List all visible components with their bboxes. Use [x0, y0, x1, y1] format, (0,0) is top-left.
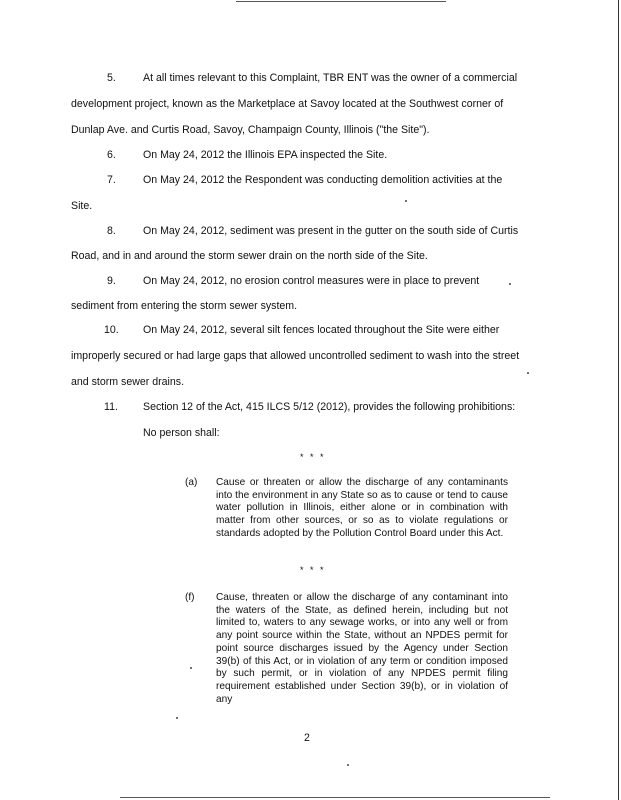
paragraph-line: On May 24, 2012, no erosion control measures were in place to prevent	[143, 275, 480, 287]
section-separator: * * *	[300, 452, 326, 462]
section-separator: * * *	[300, 565, 326, 575]
provision-text: Cause or threaten or allow the discharge of any contaminants into the environment in any State so as to cause or tend to cause water pollution in Illinois, either alone or in combination with matter from other sources, or so as to violate regulations or standards adopted by the Pollution Control Board under this Act.	[216, 477, 508, 539]
scan-speck	[347, 764, 349, 766]
paragraph-line: On May 24, 2012, sediment was present in the gutter on the south side of Curtis	[143, 225, 519, 237]
paragraph-line: On May 24, 2012 the Respondent was conducting demolition activities at the	[143, 174, 503, 186]
scan-speck	[527, 372, 529, 374]
quoted-provision	[185, 592, 508, 706]
scan-speck	[190, 667, 192, 669]
scan-speck	[405, 200, 407, 202]
paragraph-line: On May 24, 2012, several silt fences located throughout the Site were either	[143, 324, 500, 336]
paragraph-line: sediment from entering the storm sewer system.	[71, 300, 298, 312]
page-number: 2	[304, 732, 310, 744]
paragraph-line: Site.	[71, 200, 93, 212]
provision-text: Cause, threaten or allow the discharge of any contaminant into the waters of the State, as defined herein, including but not limited to, waters to any sewage works, or into any well or from any point source within the State, without an NPDES permit for point source discharges issued by the Agency under Section 39(b) of this Act, or in violation of any term or condition imposed by such permit, or in violation of any NPDES permit filing requirement established under Section 39(b), or in violation of any	[216, 592, 508, 705]
paragraph-number: 7.	[107, 174, 116, 186]
paragraph-line: No person shall:	[143, 427, 220, 439]
paragraph-number: 9.	[107, 275, 116, 287]
scan-edge-right	[618, 0, 619, 800]
paragraph-line: Dunlap Ave. and Curtis Road, Savoy, Champaign County, Illinois ("the Site").	[71, 124, 430, 136]
scan-edge-bottom	[120, 797, 550, 798]
paragraph-line: Road, and in and around the storm sewer drain on the north side of the Site.	[71, 250, 428, 262]
paragraph-number: 11.	[104, 401, 118, 413]
paragraph-line: On May 24, 2012 the Illinois EPA inspected the Site.	[143, 149, 388, 161]
paragraph-line: development project, known as the Marketplace at Savoy located at the Southwest corner of	[71, 98, 504, 110]
provision-label: (f)	[185, 592, 195, 603]
provision-label: (a)	[185, 477, 198, 488]
paragraph-line: improperly secured or had large gaps that allowed uncontrolled sediment to wash into the street	[71, 350, 520, 362]
paragraph-line: and storm sewer drains.	[71, 376, 185, 388]
paragraph-number: 10.	[104, 324, 119, 336]
paragraph-line: Section 12 of the Act, 415 ILCS 5/12 (2012), provides the following prohibitions:	[143, 401, 516, 413]
scan-edge-top	[236, 1, 446, 2]
paragraph-number: 6.	[107, 149, 116, 161]
paragraph-number: 5.	[107, 72, 116, 84]
scan-speck	[176, 717, 178, 719]
paragraph-line: At all times relevant to this Complaint, TBR ENT was the owner of a commercial	[143, 72, 518, 84]
scan-speck	[509, 283, 511, 285]
paragraph-number: 8.	[107, 225, 116, 237]
quoted-provision	[185, 477, 508, 541]
